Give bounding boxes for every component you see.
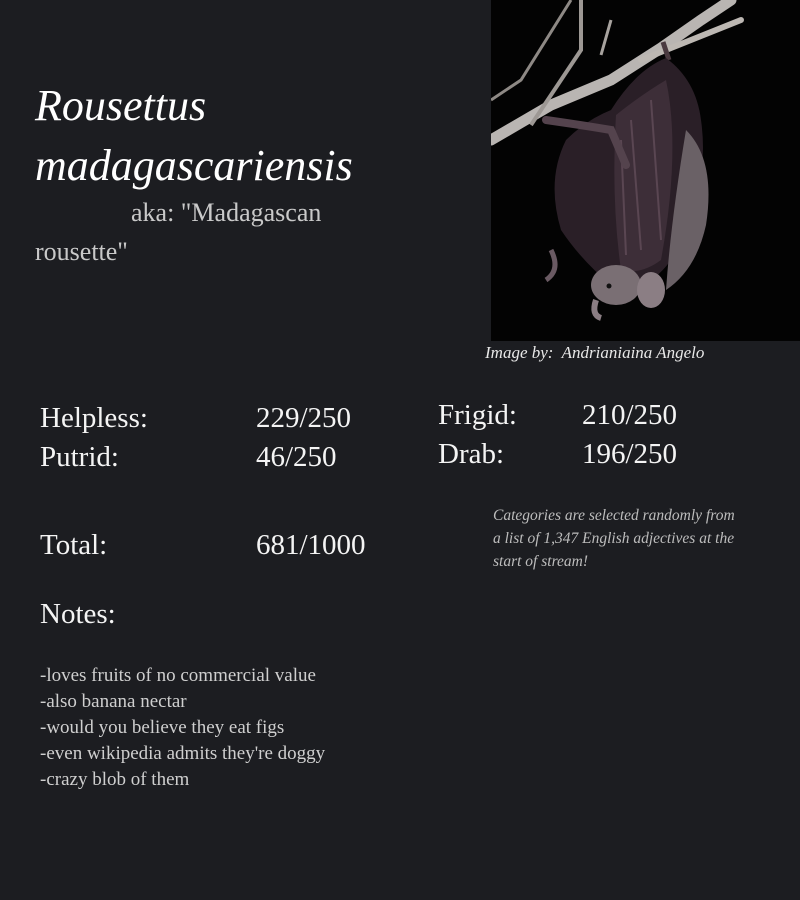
- bat-photo: [491, 0, 800, 341]
- stat-label-frigid: Frigid:: [438, 399, 517, 431]
- species-title: Rousettus madagascariensis: [35, 81, 353, 190]
- stat-value-drab: 196/250: [582, 438, 678, 470]
- note-item: -crazy blob of them: [40, 769, 190, 790]
- note-item: -even wikipedia admits they're doggy: [40, 743, 326, 764]
- stat-value-frigid: 210/250: [582, 399, 678, 431]
- stat-label-helpless: Helpless:: [40, 402, 148, 434]
- stat-value-putrid: 46/250: [256, 441, 337, 473]
- stat-label-putrid: Putrid:: [40, 441, 119, 473]
- bat-photo-illustration: [491, 0, 800, 341]
- total-label: Total:: [40, 529, 108, 561]
- image-credit: Image by: Andrianiaina Angelo: [485, 343, 705, 362]
- notes-list: [40, 663, 325, 793]
- notes-heading: Notes:: [40, 598, 116, 630]
- note-item: -also banana nectar: [40, 691, 187, 712]
- stat-value-helpless: 229/250: [256, 402, 352, 434]
- common-name: aka: "Madagascan rousette": [35, 198, 322, 266]
- note-item: -loves fruits of no commercial value: [40, 665, 316, 686]
- stat-label-drab: Drab:: [438, 438, 505, 470]
- total-value: 681/1000: [256, 529, 366, 561]
- category-disclaimer: Categories are selected randomly from a list of 1,347 English adjectives at the start of stream!: [493, 507, 735, 570]
- note-item: -would you believe they eat figs: [40, 717, 285, 738]
